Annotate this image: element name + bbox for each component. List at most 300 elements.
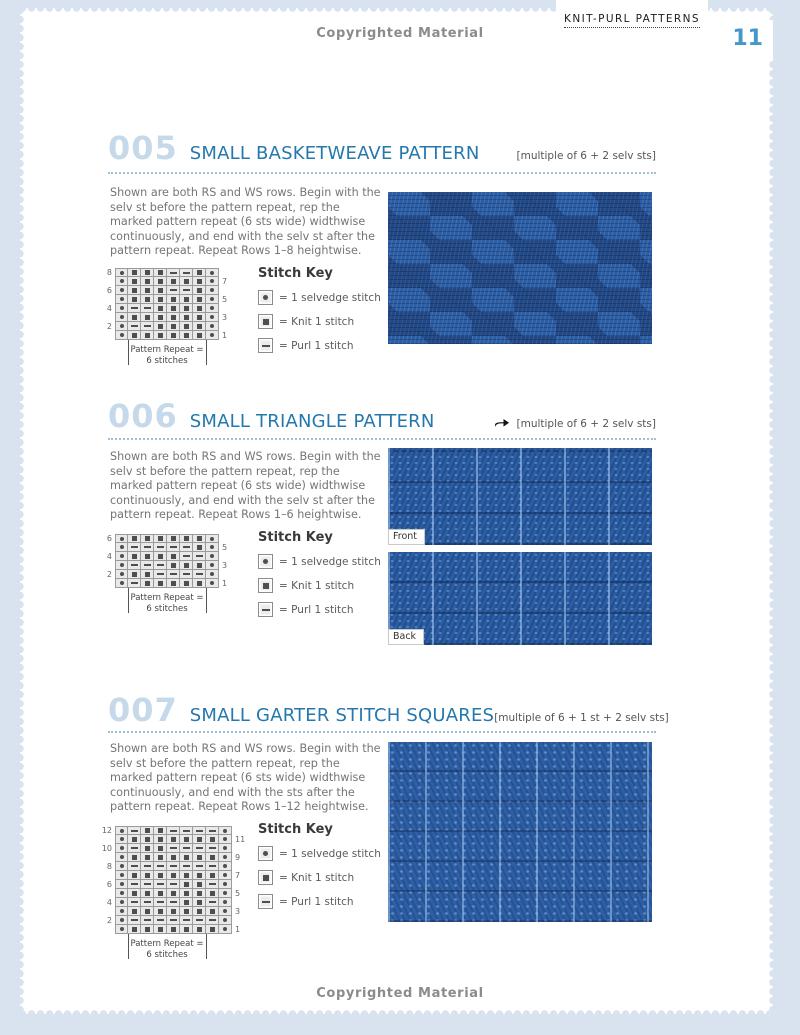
pattern-title: SMALL TRIANGLE PATTERN: [189, 411, 435, 432]
selvedge-cell: [115, 313, 128, 322]
row-number: 9: [235, 853, 241, 862]
row-number: [219, 286, 234, 295]
selvedge-cell: [206, 534, 219, 543]
knit-cell: [180, 871, 193, 880]
selvedge-cell: [206, 322, 219, 331]
row-number: [232, 862, 247, 871]
selvedge-cell: [206, 570, 219, 579]
knit-cell: [141, 826, 154, 835]
pattern-repeat-bracket: [100, 934, 247, 966]
selvedge-cell: [206, 286, 219, 295]
knit-cell: [180, 853, 193, 862]
selvedge-cell: [219, 889, 232, 898]
chart-row: [100, 898, 247, 907]
knit-cell: [154, 295, 167, 304]
knit-cell: [154, 268, 167, 277]
row-number: [232, 826, 247, 835]
row-number: [219, 534, 234, 543]
chart-row: [100, 331, 234, 340]
purl-cell: [128, 579, 141, 588]
dotted-rule: [108, 172, 656, 174]
selvedge-cell: [115, 570, 128, 579]
knit-cell: [193, 286, 206, 295]
chart-row: [100, 853, 247, 862]
knit-cell: [141, 313, 154, 322]
knit-cell: [193, 313, 206, 322]
swatch-photo-back: [388, 552, 652, 645]
scallop-edge-left: [20, 6, 25, 1016]
chart-row: [100, 543, 234, 552]
selvedge-cell: [219, 880, 232, 889]
row-number: [232, 844, 247, 853]
knit-cell: [193, 898, 206, 907]
selvedge-cell: [206, 277, 219, 286]
purl-cell: [141, 898, 154, 907]
row-number: [219, 268, 234, 277]
knit-cell: [154, 331, 167, 340]
selvedge-cell: [115, 826, 128, 835]
knit-cell: [180, 295, 193, 304]
knit-symbol-icon: [258, 870, 273, 885]
knit-cell: [128, 268, 141, 277]
selvedge-cell: [115, 898, 128, 907]
purl-cell: [141, 543, 154, 552]
row-number: 2: [106, 916, 112, 925]
knit-cell: [167, 295, 180, 304]
knit-cell: [141, 871, 154, 880]
purl-cell: [128, 880, 141, 889]
purl-cell: [206, 862, 219, 871]
knit-cell: [141, 331, 154, 340]
stitch-key-item: = Knit 1 stitch: [258, 578, 398, 593]
pattern-repeat-bracket: [100, 340, 234, 372]
purl-cell: [193, 916, 206, 925]
knit-cell: [128, 331, 141, 340]
purl-cell: [154, 880, 167, 889]
knit-cell: [154, 835, 167, 844]
purl-cell: [128, 916, 141, 925]
knit-cell: [193, 561, 206, 570]
knit-cell: [206, 925, 219, 934]
chart-row: [100, 871, 247, 880]
knit-cell: [128, 925, 141, 934]
stitch-multiple: [multiple of 6 + 2 selv sts]: [516, 150, 656, 162]
knit-cell: [180, 889, 193, 898]
stitch-multiple: [multiple of 6 + 2 selv sts]: [516, 418, 656, 430]
pattern-title: SMALL GARTER STITCH SQUARES: [189, 705, 495, 726]
knit-cell: [167, 871, 180, 880]
pattern-repeat-label: Pattern Repeat = 6 stitches: [130, 593, 204, 614]
selvedge-cell: [115, 561, 128, 570]
knit-cell: [154, 552, 167, 561]
row-number: [100, 907, 115, 916]
purl-cell: [141, 916, 154, 925]
row-number: 10: [101, 844, 112, 853]
knit-cell: [128, 889, 141, 898]
stitch-key-item: = Knit 1 stitch: [258, 870, 398, 885]
knit-cell: [193, 331, 206, 340]
selvedge-cell: [206, 331, 219, 340]
purl-cell: [167, 543, 180, 552]
purl-cell: [141, 862, 154, 871]
knit-cell: [193, 534, 206, 543]
row-number: [100, 871, 115, 880]
selvedge-cell: [219, 871, 232, 880]
knit-cell: [180, 331, 193, 340]
knit-cell: [193, 907, 206, 916]
purl-cell: [154, 543, 167, 552]
stitch-key: [258, 822, 398, 918]
knit-cell: [141, 907, 154, 916]
knit-cell: [180, 907, 193, 916]
knit-cell: [180, 898, 193, 907]
selvedge-cell: [115, 871, 128, 880]
chart-row: [100, 277, 234, 286]
knit-cell: [167, 925, 180, 934]
photo-label-back: Back: [388, 629, 424, 645]
purl-cell: [206, 916, 219, 925]
selvedge-cell: [115, 844, 128, 853]
knit-cell: [154, 925, 167, 934]
purl-cell: [167, 916, 180, 925]
purl-cell: [141, 880, 154, 889]
knit-cell: [141, 570, 154, 579]
knit-cell: [128, 277, 141, 286]
knit-cell: [154, 534, 167, 543]
row-number: 7: [235, 871, 241, 880]
knit-cell: [180, 304, 193, 313]
selvedge-cell: [219, 907, 232, 916]
purl-cell: [141, 304, 154, 313]
selvedge-cell: [115, 552, 128, 561]
knit-cell: [167, 313, 180, 322]
row-number: [100, 835, 115, 844]
stitch-key-item: = Purl 1 stitch: [258, 894, 398, 909]
row-number: 4: [106, 304, 112, 313]
row-number: [100, 853, 115, 862]
row-number: [219, 322, 234, 331]
chart-row: [100, 286, 234, 295]
knit-cell: [193, 880, 206, 889]
chart-row: [100, 304, 234, 313]
purl-cell: [128, 862, 141, 871]
knit-cell: [193, 322, 206, 331]
knit-cell: [141, 579, 154, 588]
purl-cell: [128, 561, 141, 570]
row-number: 12: [101, 826, 112, 835]
selvedge-cell: [115, 862, 128, 871]
copyright-notice-bottom: Copyrighted Material: [316, 986, 484, 1001]
chart-row: [100, 579, 234, 588]
row-number: 1: [222, 579, 228, 588]
row-number: [100, 277, 115, 286]
knit-cell: [206, 907, 219, 916]
page-number: 11: [732, 26, 763, 51]
selvedge-cell: [115, 579, 128, 588]
pattern-repeat-label: Pattern Repeat = 6 stitches: [130, 939, 204, 960]
row-number: 3: [235, 907, 241, 916]
row-number: [100, 331, 115, 340]
row-number: 3: [222, 561, 228, 570]
pattern-repeat-label: Pattern Repeat = 6 stitches: [130, 345, 204, 366]
pattern-title: SMALL BASKETWEAVE PATTERN: [189, 143, 480, 164]
stitch-key-item: = Purl 1 stitch: [258, 338, 398, 353]
purl-cell: [128, 898, 141, 907]
purl-cell: [180, 268, 193, 277]
purl-cell: [154, 570, 167, 579]
knit-cell: [180, 277, 193, 286]
row-number: [100, 925, 115, 934]
knit-cell: [141, 295, 154, 304]
knit-cell: [167, 561, 180, 570]
purl-cell: [193, 844, 206, 853]
row-number: 3: [222, 313, 228, 322]
chart-row: [100, 862, 247, 871]
row-number: [100, 579, 115, 588]
dotted-rule: [108, 438, 656, 440]
pattern-number: 007: [108, 691, 178, 729]
knit-cell: [141, 277, 154, 286]
knit-cell: [180, 835, 193, 844]
row-number: [100, 889, 115, 898]
purl-cell: [206, 844, 219, 853]
knit-cell: [141, 925, 154, 934]
stitch-key-title: Stitch Key: [258, 530, 333, 545]
selvedge-cell: [206, 313, 219, 322]
selvedge-cell: [219, 862, 232, 871]
knit-cell: [141, 844, 154, 853]
knit-cell: [141, 552, 154, 561]
row-number: [100, 543, 115, 552]
knit-cell: [141, 835, 154, 844]
selvedge-cell: [219, 826, 232, 835]
knit-cell: [180, 534, 193, 543]
purl-cell: [206, 826, 219, 835]
purl-cell: [167, 570, 180, 579]
knit-cell: [206, 853, 219, 862]
knit-cell: [167, 907, 180, 916]
purl-cell: [167, 826, 180, 835]
row-number: 8: [106, 268, 112, 277]
page-number-box: [700, 20, 773, 60]
pattern-number: 006: [108, 397, 178, 435]
scallop-edge-bottom: [18, 1009, 775, 1014]
purl-cell: [180, 844, 193, 853]
knit-cell: [154, 844, 167, 853]
knit-cell: [206, 871, 219, 880]
knit-cell: [193, 579, 206, 588]
selvedge-cell: [115, 543, 128, 552]
chart-row: [100, 880, 247, 889]
pattern-007-header: [108, 691, 669, 729]
row-number: [100, 561, 115, 570]
reversible-arrow-icon: [494, 413, 510, 432]
knit-cell: [180, 313, 193, 322]
row-number: 6: [106, 286, 112, 295]
chart-row: [100, 826, 247, 835]
purl-cell: [154, 862, 167, 871]
knit-cell: [154, 907, 167, 916]
swatch-photo-basketweave: [388, 192, 652, 344]
purl-cell: [193, 862, 206, 871]
knit-cell: [154, 322, 167, 331]
row-number: [219, 570, 234, 579]
purl-cell: [193, 552, 206, 561]
purl-cell: [128, 826, 141, 835]
stitch-key: [258, 530, 398, 626]
knit-cell: [141, 286, 154, 295]
row-number: [100, 295, 115, 304]
row-number: [232, 898, 247, 907]
knit-cell: [128, 295, 141, 304]
purl-cell: [141, 322, 154, 331]
stitch-key-item: = 1 selvedge stitch: [258, 554, 398, 569]
purl-cell: [167, 862, 180, 871]
knit-cell: [167, 835, 180, 844]
purl-symbol-icon: [258, 338, 273, 353]
knit-cell: [128, 853, 141, 862]
copyright-notice-top: Copyrighted Material: [316, 26, 484, 41]
selvedge-cell: [115, 916, 128, 925]
chart-row: [100, 268, 234, 277]
purl-cell: [154, 561, 167, 570]
knit-cell: [167, 331, 180, 340]
knit-cell: [193, 853, 206, 862]
purl-cell: [193, 826, 206, 835]
stitch-key: [258, 266, 398, 362]
stitch-key-title: Stitch Key: [258, 822, 333, 837]
knit-cell: [141, 268, 154, 277]
knit-cell: [128, 534, 141, 543]
knit-cell: [154, 853, 167, 862]
row-number: [219, 304, 234, 313]
row-number: 4: [106, 898, 112, 907]
purl-cell: [167, 880, 180, 889]
selvedge-symbol-icon: [258, 290, 273, 305]
row-number: 4: [106, 552, 112, 561]
page-border-right: [773, 0, 800, 1035]
knit-cell: [154, 871, 167, 880]
selvedge-cell: [206, 304, 219, 313]
selvedge-cell: [206, 268, 219, 277]
selvedge-cell: [219, 916, 232, 925]
selvedge-cell: [115, 295, 128, 304]
selvedge-cell: [115, 268, 128, 277]
purl-cell: [193, 570, 206, 579]
pattern-005-header: [108, 129, 656, 167]
pattern-description: Shown are both RS and WS rows. Begin with the selv st before the pattern repeat, rep the marked pattern repeat (6 sts wide) widthwise continuously, and end with the sts after the pattern repeat. Repeat Rows 1–12 heightwise.: [110, 742, 381, 814]
knit-cell: [193, 295, 206, 304]
purl-cell: [206, 898, 219, 907]
row-number: 5: [222, 295, 228, 304]
knit-cell: [206, 889, 219, 898]
purl-cell: [180, 916, 193, 925]
photo-label-front: Front: [388, 529, 425, 545]
knit-cell: [128, 835, 141, 844]
knit-cell: [206, 835, 219, 844]
scallop-edge-right: [768, 6, 773, 1016]
row-number: 2: [106, 322, 112, 331]
knit-cell: [141, 889, 154, 898]
knit-cell: [193, 268, 206, 277]
row-number: 2: [106, 570, 112, 579]
knit-cell: [167, 853, 180, 862]
knit-cell: [193, 925, 206, 934]
purl-cell: [167, 898, 180, 907]
chart-row: [100, 916, 247, 925]
purl-symbol-icon: [258, 602, 273, 617]
stitch-multiple: [multiple of 6 + 1 st + 2 selv sts]: [494, 712, 669, 724]
pattern-description: Shown are both RS and WS rows. Begin with the selv st before the pattern repeat, rep the marked pattern repeat (6 sts wide) widthwise continuously, and end with the selv st after the pattern repeat. Repeat Rows 1–8 heightwise.: [110, 186, 381, 258]
knit-cell: [167, 889, 180, 898]
knit-cell: [180, 880, 193, 889]
chart-row: [100, 570, 234, 579]
stitch-key-item: = 1 selvedge stitch: [258, 846, 398, 861]
pattern-repeat-bracket: [100, 588, 234, 620]
selvedge-cell: [115, 907, 128, 916]
knit-cell: [193, 889, 206, 898]
pattern-006-header: [108, 397, 656, 435]
selvedge-cell: [115, 835, 128, 844]
page-border-bottom: [0, 1014, 800, 1035]
knit-cell: [141, 534, 154, 543]
purl-cell: [206, 880, 219, 889]
purl-cell: [128, 322, 141, 331]
selvedge-cell: [115, 889, 128, 898]
knit-cell: [128, 570, 141, 579]
dotted-rule: [108, 731, 656, 733]
purl-cell: [180, 862, 193, 871]
selvedge-cell: [115, 880, 128, 889]
selvedge-cell: [206, 579, 219, 588]
selvedge-cell: [115, 322, 128, 331]
stitch-chart: [100, 268, 234, 372]
selvedge-cell: [219, 925, 232, 934]
selvedge-cell: [219, 898, 232, 907]
row-number: [100, 313, 115, 322]
selvedge-cell: [219, 835, 232, 844]
selvedge-symbol-icon: [258, 554, 273, 569]
stitch-key-item: = Purl 1 stitch: [258, 602, 398, 617]
knit-cell: [167, 534, 180, 543]
row-number: 1: [222, 331, 228, 340]
chart-row: [100, 561, 234, 570]
selvedge-cell: [115, 304, 128, 313]
knit-symbol-icon: [258, 314, 273, 329]
chart-row: [100, 844, 247, 853]
row-number: [232, 916, 247, 925]
chart-row: [100, 925, 247, 934]
knit-cell: [167, 579, 180, 588]
selvedge-cell: [206, 561, 219, 570]
purl-cell: [154, 898, 167, 907]
purl-cell: [180, 826, 193, 835]
purl-cell: [167, 286, 180, 295]
knit-cell: [128, 871, 141, 880]
knit-cell: [154, 579, 167, 588]
row-number: 11: [235, 835, 246, 844]
swatch-photo-garter-squares: [388, 742, 652, 922]
chapter-tab: [556, 0, 708, 28]
knit-cell: [154, 277, 167, 286]
page-border-left: [0, 0, 20, 1035]
chart-row: [100, 907, 247, 916]
stitch-key-title: Stitch Key: [258, 266, 333, 281]
row-number: 8: [106, 862, 112, 871]
knit-cell: [154, 826, 167, 835]
knit-cell: [141, 853, 154, 862]
swatch-photo-front: [388, 448, 652, 545]
